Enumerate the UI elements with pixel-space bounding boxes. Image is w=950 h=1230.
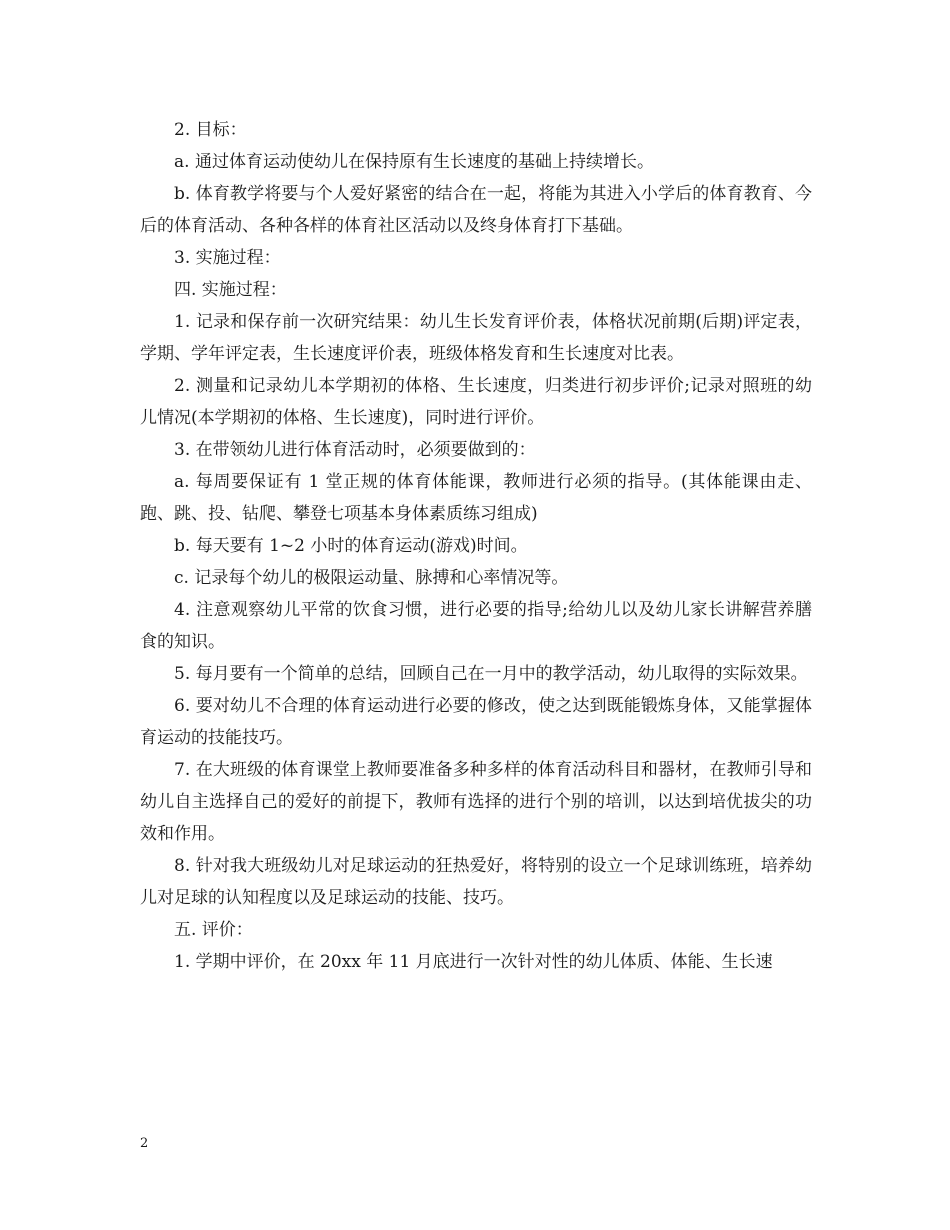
paragraph-implementation-3c: c. 记录每个幼儿的极限运动量、脉搏和心率情况等。: [174, 568, 569, 588]
paragraph-goal-heading: 2. 目标：: [174, 120, 247, 140]
section-heading-implementation: 四. 实施过程：: [174, 280, 287, 300]
paragraph-implementation-7: 7. 在大班级的体育课堂上教师要准备多种多样的体育活动科目和器材，在教师引导和幼儿自主选择自己的爱好的前提下，教师有选择的进行个别的培训，以达到培优拔尖的功效和作用。: [140, 760, 812, 844]
paragraph-goal-b: b. 体育教学将要与个人爱好紧密的结合在一起，将能为其进入小学后的体育教育、今后的体育活动、各种各样的体育社区活动以及终身体育打下基础。: [140, 184, 812, 236]
paragraph-evaluation-1: 1. 学期中评价，在 20xx 年 11 月底进行一次针对性的幼儿体质、体能、生长速: [174, 952, 773, 972]
section-heading-evaluation: 五. 评价：: [174, 920, 253, 940]
paragraph-implementation-4: 4. 注意观察幼儿平常的饮食习惯，进行必要的指导;给幼儿以及幼儿家长讲解营养膳食的知识。: [140, 600, 812, 652]
paragraph-implementation-6: 6. 要对幼儿不合理的体育运动进行必要的修改，使之达到既能锻炼身体，又能掌握体育运动的技能技巧。: [140, 696, 812, 748]
paragraph-goal-a: a. 通过体育运动使幼儿在保持原有生长速度的基础上持续增长。: [174, 152, 654, 172]
paragraph-implementation-3b: b. 每天要有 1~2 小时的体育运动(游戏)时间。: [174, 536, 528, 556]
paragraph-implementation-3: 3. 在带领幼儿进行体育活动时，必须要做到的：: [174, 440, 536, 460]
paragraph-implementation-8: 8. 针对我大班级幼儿对足球运动的狂热爱好，将特别的设立一个足球训练班，培养幼儿对足球的认知程度以及足球运动的技能、技巧。: [140, 856, 812, 908]
paragraph-implementation-3a: a. 每周要保证有 1 堂正规的体育体能课，教师进行必须的指导。(其体能课由走、跑、跳、投、钻爬、攀登七项基本身体素质练习组成): [140, 472, 812, 524]
paragraph-implementation-2: 2. 测量和记录幼儿本学期初的体格、生长速度，归类进行初步评价;记录对照班的幼儿情况(本学期初的体格、生长速度)，同时进行评价。: [140, 376, 812, 428]
document-body: [140, 114, 812, 978]
paragraph-implementation-1: 1. 记录和保存前一次研究结果：幼儿生长发育评价表，体格状况前期(后期)评定表，学期、学年评定表，生长速度评价表，班级体格发育和生长速度对比表。: [140, 312, 812, 364]
page-number: 2: [140, 1136, 149, 1151]
paragraph-process-heading-3: 3. 实施过程：: [174, 248, 281, 268]
paragraph-implementation-5: 5. 每月要有一个简单的总结，回顾自己在一月中的教学活动，幼儿取得的实际效果。: [174, 664, 808, 684]
